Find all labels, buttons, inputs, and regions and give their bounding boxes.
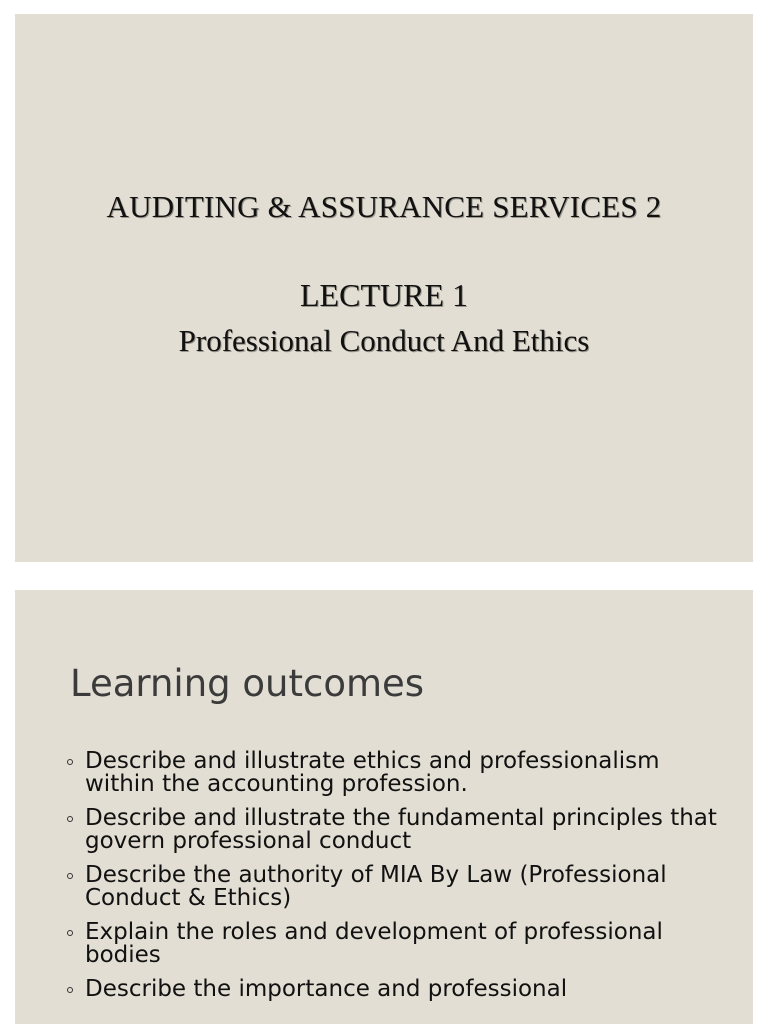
- learning-outcomes-slide: [15, 590, 753, 1024]
- circle-bullet-icon: [67, 816, 73, 822]
- circle-bullet-icon: [67, 930, 73, 936]
- title-slide: [15, 14, 753, 562]
- circle-bullet-icon: [67, 873, 73, 879]
- lecture-subtitle: Professional Conduct And Ethics: [178, 323, 590, 358]
- list-item: [65, 807, 725, 853]
- lecture-number: LECTURE 1: [300, 277, 468, 313]
- list-item: [65, 864, 725, 910]
- list-item: [65, 921, 725, 967]
- list-item: [65, 978, 725, 1001]
- course-title: AUDITING & ASSURANCE SERVICES 2: [106, 189, 662, 224]
- section-heading: Learning outcomes: [70, 662, 425, 705]
- circle-bullet-icon: [67, 759, 73, 765]
- outcome-text: Explain the roles and development of professional bodies: [85, 919, 663, 968]
- outcome-text: Describe the importance and professional: [85, 976, 568, 1002]
- outcome-text: Describe and illustrate ethics and professionalism within the accounting profession.: [85, 748, 660, 797]
- circle-bullet-icon: [67, 987, 73, 993]
- outcome-text: Describe the authority of MIA By Law (Professional Conduct & Ethics): [85, 862, 667, 911]
- list-item: [65, 750, 725, 796]
- outcome-text: Describe and illustrate the fundamental principles that govern professional conduct: [85, 805, 717, 854]
- outcome-list: [65, 750, 725, 1012]
